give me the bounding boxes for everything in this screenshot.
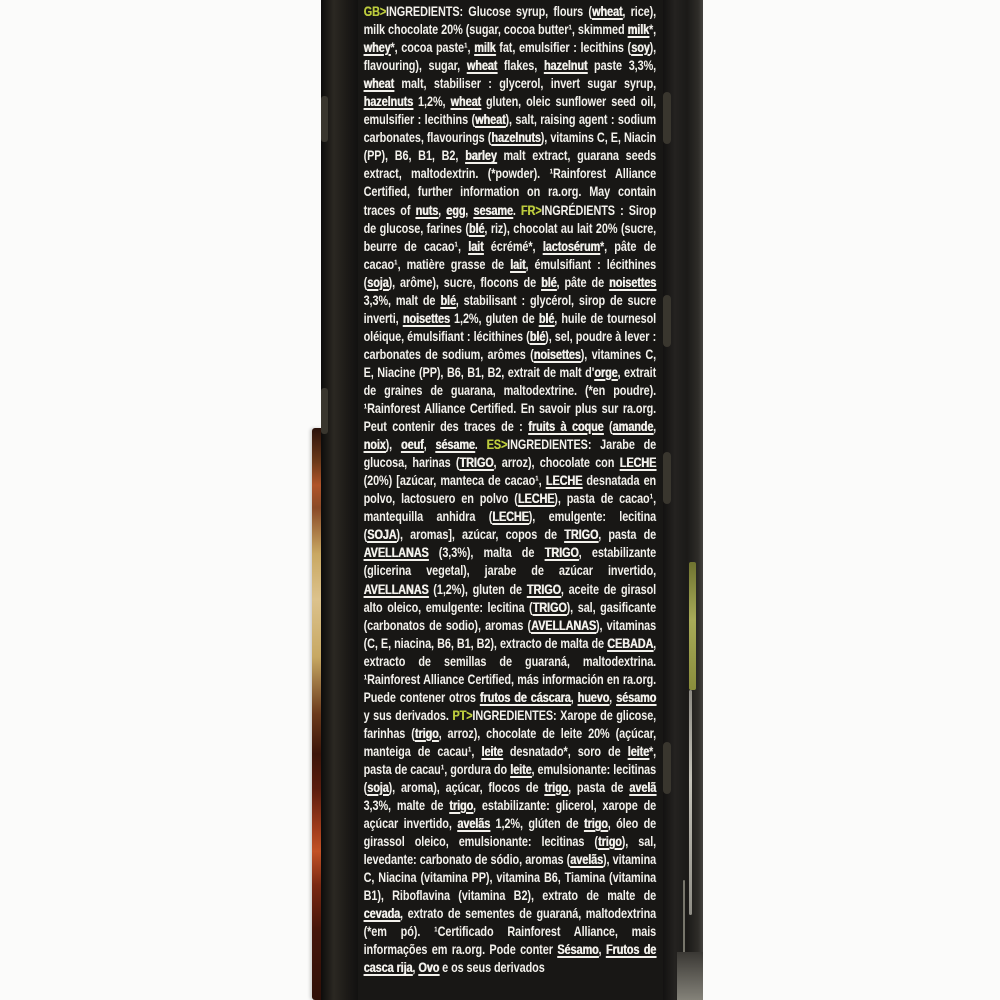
- ingredient-text: ), aromas], azúcar, copos de: [396, 527, 565, 543]
- ingredient-text: (20%) [azúcar, manteca de cacao¹,: [363, 473, 546, 489]
- allergen-text: lait: [468, 238, 484, 254]
- ingredient-text: , estabilizante: glicerol, xarope de açúcar invertido,: [363, 798, 657, 832]
- ingredient-text: ), vitamina C, Niacina (vitamina PP), vitamina B6, Tiamina (vitamina B1), Riboflavina (vitamina B2), extrato de malte de: [363, 852, 657, 904]
- language-tag: FR>: [520, 202, 542, 218]
- ingredient-text: 1,2%,: [413, 94, 451, 110]
- ingredient-text: , stabilisant : glycérol, sirop de sucre inverti,: [363, 292, 657, 326]
- ingredient-text: écrémé*,: [483, 238, 543, 254]
- allergen-text: hazelnuts: [363, 94, 414, 110]
- ingredient-text: ), vitamins C, E, Niacin (PP), B6, B1, B2,: [363, 130, 657, 164]
- allergen-text: CEBADA: [607, 635, 654, 651]
- package-edge-notch: [663, 295, 671, 347]
- side-flap-yellow-sliver: [689, 562, 696, 690]
- allergen-text: barley: [465, 148, 497, 164]
- package-edge-notch: [663, 452, 671, 504]
- ingredient-text: , émulsifiant : lécithines (: [363, 256, 657, 290]
- ingredient-text: , riz), chocolat au lait 20% (sucre, beurre de cacao¹,: [363, 220, 657, 254]
- allergen-text: wheat: [475, 112, 506, 128]
- allergen-text: soja: [367, 780, 389, 796]
- ingredient-text: ), vitamines C, E, Niacine (PP), B6, B1, B2, extrait de malt d': [363, 346, 657, 380]
- ingredient-text: ), emulgente: lecitina (: [363, 509, 657, 543]
- allergen-text: blé: [440, 292, 456, 308]
- allergen-text: noisettes: [609, 274, 657, 290]
- allergen-text: hazelnut: [543, 58, 588, 74]
- allergen-text: AVELLANAS: [363, 545, 429, 561]
- allergen-text: huevo: [577, 689, 610, 705]
- edge-corner-highlight: [677, 952, 703, 1000]
- ingredient-text: ,: [412, 960, 419, 976]
- ingredient-text: ,: [465, 202, 474, 218]
- allergen-text: wheat: [466, 58, 498, 74]
- allergen-text: milk: [474, 40, 496, 56]
- ingredient-text: .: [512, 202, 521, 218]
- allergen-text: milk: [627, 22, 650, 38]
- ingredient-text: ), vitaminas (C, E, niacina, B6, B1, B2), extracto de malta de: [363, 617, 657, 651]
- ingredient-text: ,: [609, 689, 617, 705]
- ingredient-text: , estabilizante (glicerina vegetal), jarabe de azúcar invertido,: [363, 545, 657, 579]
- ingredient-text: ), arôme), sucre, flocons de: [388, 274, 542, 290]
- allergen-text: noix: [363, 437, 386, 453]
- allergen-text: avelã: [629, 780, 657, 796]
- language-tag: PT>: [452, 707, 473, 723]
- allergen-text: trigo: [414, 725, 439, 741]
- ingredient-text: desnatado*, soro de: [502, 743, 628, 759]
- allergen-text: trigo: [449, 798, 474, 814]
- allergen-text: blé: [538, 310, 555, 326]
- ingredient-text: *, pasta de cacau¹, gordura do: [363, 743, 657, 777]
- package-edge-notch: [321, 96, 328, 142]
- ingredient-text: ,: [598, 942, 606, 958]
- allergen-text: cevada: [363, 906, 400, 922]
- ingredient-text: , arroz), chocolate con: [493, 455, 620, 471]
- ingredient-text: ,: [653, 419, 657, 435]
- ingredient-text: flakes,: [497, 58, 544, 74]
- allergen-text: TRIGO: [459, 455, 494, 471]
- ingredient-text: 3,3%, malt de: [363, 292, 441, 308]
- allergen-text: LECHE: [545, 473, 583, 489]
- allergen-text: LECHE: [492, 509, 529, 525]
- ingredient-text: , rice), milk chocolate 20% (sugar, cocoa butter¹, skimmed: [363, 4, 657, 38]
- ingredient-text: e os seus derivados: [439, 960, 545, 976]
- ingredient-text: INGREDIENTES: Jarabe de glucosa, harinas (: [363, 437, 657, 471]
- ingredient-text: , aceite de girasol alto oleico, emulgente: lecitina (: [363, 581, 657, 615]
- allergen-text: wheat: [450, 94, 481, 110]
- allergen-text: sésamo: [616, 689, 657, 705]
- ingredient-text: gluten, oleic sunflower seed oil, emulsifier : lecithins (: [363, 94, 657, 128]
- allergen-text: soy: [631, 40, 650, 56]
- allergen-text: leite: [481, 743, 503, 759]
- ingredient-text: ), pasta de cacao¹, mantequilla anhidra (: [363, 491, 657, 525]
- allergen-text: TRIGO: [532, 599, 567, 615]
- ingredients-text: [358, 0, 658, 978]
- ingredient-text: , extrait de graines de guarana, maltodextrine. (*en poudre). ¹Rainforest Alliance Certified. En savoir plus sur ra.org. Peut contenir des traces de :: [363, 364, 657, 435]
- ingredient-text: fat, emulsifier : lecithins (: [495, 40, 632, 56]
- ingredient-text: INGREDIENTES: Xarope de glicose, farinhas (: [363, 707, 657, 741]
- ingredient-text: , extrato de sementes de guaraná, maltodextrina (*em pó). ¹Certificado Rainforest Alliance, mais informações em ra.org. Pode conter: [363, 906, 657, 958]
- allergen-text: trigo: [583, 816, 608, 832]
- allergen-text: hazelnuts: [491, 130, 541, 146]
- allergen-text: Ovo: [418, 960, 440, 976]
- allergen-text: AVELLANAS: [363, 581, 429, 597]
- ingredient-text: 1,2%, glúten de: [490, 816, 584, 832]
- allergen-text: amande: [612, 419, 654, 435]
- ingredient-text: .: [474, 437, 487, 453]
- ingredient-text: , emulsionante: lecitinas (: [363, 761, 657, 796]
- ingredient-text: , arroz), chocolate de leite 20% (açúcar, manteiga de cacau¹,: [363, 725, 657, 759]
- ingredient-text: , pâte de: [556, 274, 610, 290]
- allergen-text: TRIGO: [526, 581, 561, 597]
- ingredient-text: INGREDIENTS: Glucose syrup, flours (: [386, 4, 592, 19]
- ingredient-text: ), sal, gasificante (carbonatos de sodio), aromas (: [363, 599, 657, 633]
- allergen-text: leite: [510, 761, 532, 777]
- language-tag: GB>: [363, 4, 387, 19]
- ingredient-text: ), salt, raising agent : sodium carbonates, flavourings (: [363, 112, 657, 146]
- allergen-text: noisettes: [402, 310, 450, 326]
- allergen-text: blé: [529, 328, 546, 344]
- ingredient-text: malt, stabiliser : glycerol, invert sugar syrup,: [394, 76, 657, 92]
- allergen-text: nuts: [415, 202, 439, 218]
- allergen-text: TRIGO: [544, 545, 579, 561]
- ingredient-text: *, cocoa paste¹,: [390, 40, 475, 56]
- ingredient-text: , huile de tournesol oléique, émulsifiant : lécithines (: [363, 310, 657, 344]
- ingredient-text: (: [603, 419, 613, 435]
- package-edge-notch: [663, 92, 671, 144]
- ingredient-text: ,: [423, 437, 436, 453]
- ingredient-text: ), aroma), açúcar, flocos de: [388, 780, 545, 796]
- ingredient-text: y sus derivados.: [363, 707, 453, 723]
- ingredient-text: paste 3,3%,: [587, 58, 657, 74]
- ingredient-text: , óleo de girassol oleico, emulsionante: lecitinas (: [363, 816, 657, 850]
- allergen-text: fruits à coque: [528, 419, 604, 435]
- allergen-text: sésame: [435, 437, 475, 453]
- allergen-text: TRIGO: [564, 527, 599, 543]
- package-edge-notch: [321, 388, 328, 434]
- product-package: [305, 0, 703, 1000]
- allergen-text: avelãs: [457, 816, 491, 832]
- ingredient-text: *, pâte de cacao¹, matière grasse de: [363, 238, 657, 272]
- ingredients-panel: [358, 0, 663, 1000]
- allergen-text: lactosérum: [542, 238, 600, 254]
- package-left-edge: [321, 0, 358, 1000]
- ingredient-text: , pasta de: [598, 527, 657, 543]
- allergen-text: LECHE: [619, 455, 657, 471]
- allergen-text: noisettes: [533, 346, 581, 362]
- edge-highlight-streak: [689, 690, 692, 915]
- allergen-text: soja: [367, 274, 389, 290]
- allergen-text: orge: [594, 364, 618, 380]
- ingredient-text: ,: [438, 202, 447, 218]
- allergen-text: blé: [468, 220, 485, 236]
- ingredient-text: ), flavouring), sugar,: [363, 40, 657, 74]
- ingredient-text: 3,3%, malte de: [363, 798, 450, 814]
- allergen-text: frutos de cáscara: [479, 689, 571, 705]
- allergen-text: lait: [510, 256, 526, 272]
- language-tag: ES>: [486, 437, 508, 453]
- allergen-text: wheat: [591, 4, 623, 19]
- ingredient-text: , pasta de: [568, 780, 630, 796]
- allergen-text: wheat: [363, 76, 395, 92]
- ingredient-text: ,: [570, 689, 578, 705]
- allergen-text: Sésamo: [557, 942, 599, 958]
- ingredient-text: 1,2%, gluten de: [449, 310, 539, 326]
- allergen-text: LECHE: [517, 491, 555, 507]
- allergen-text: egg: [446, 202, 466, 218]
- allergen-text: AVELLANAS: [531, 617, 596, 633]
- ingredient-text: INGRÉDIENTS : Sirop de glucose, farines (: [363, 202, 657, 236]
- allergen-text: Frutos de casca rija: [363, 942, 657, 976]
- ingredient-text: (1,2%), gluten de: [428, 581, 527, 597]
- allergen-text: blé: [541, 274, 557, 290]
- ingredient-text: ), sal, levedante: carbonato de sódio, aromas (: [363, 834, 657, 868]
- package-edge-notch: [663, 742, 671, 794]
- ingredient-text: ), sel, poudre à lever : carbonates de sodium, arômes (: [363, 328, 657, 362]
- allergen-text: oeuf: [400, 437, 424, 453]
- allergen-text: sesame: [473, 202, 513, 218]
- ingredient-text: desnatada en polvo, lactosuero en polvo (: [363, 473, 657, 507]
- ingredient-text: (3,3%), malta de: [428, 545, 545, 561]
- ingredient-text: , extracto de semillas de guaraná, maltodextrina. ¹Rainforest Alliance Certified, más información en ra.org. Puede contener otros: [363, 635, 657, 705]
- ingredient-text: *,: [649, 22, 657, 38]
- allergen-text: trigo: [597, 834, 622, 850]
- ingredient-text: malt extract, guarana seeds extract, maltodextrin. (*powder). ¹Rainforest Alliance Certified, further information on ra.org. May contain traces of: [363, 148, 657, 218]
- allergen-text: trigo: [544, 780, 569, 796]
- package-right-edge: [663, 0, 703, 1000]
- allergen-text: avelãs: [570, 852, 603, 868]
- allergen-text: leite: [627, 743, 650, 759]
- allergen-text: SOJA: [367, 527, 397, 543]
- allergen-text: whey: [363, 40, 391, 56]
- ingredient-text: ),: [385, 437, 401, 453]
